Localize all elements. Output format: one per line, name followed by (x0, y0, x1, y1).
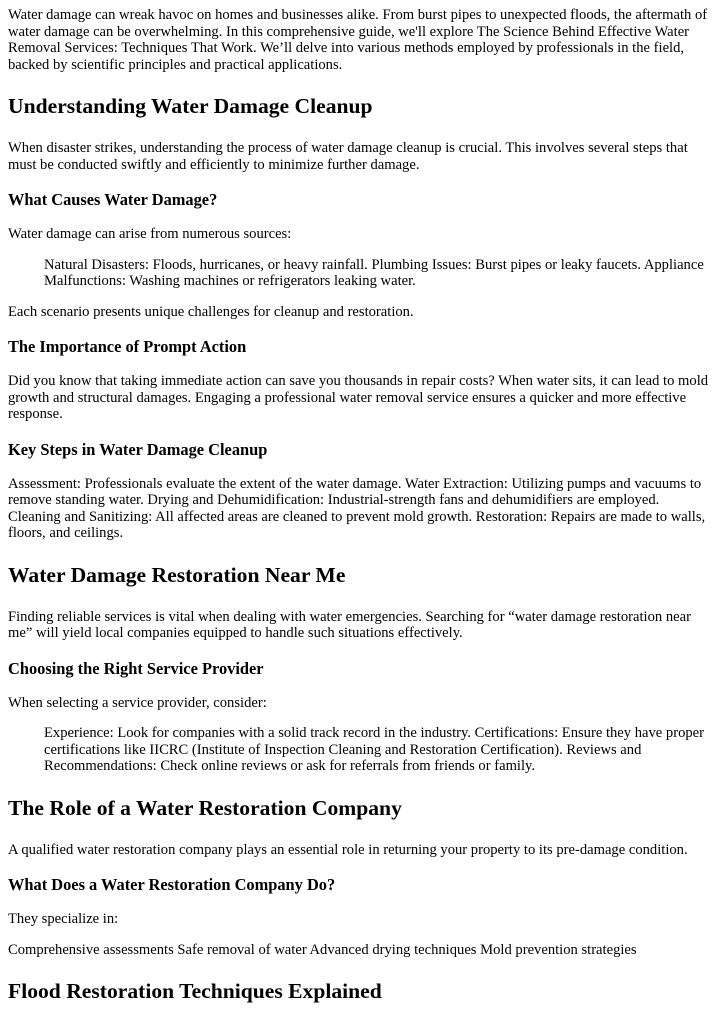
paragraph-causes-after: Each scenario presents unique challenges for cleanup and restoration. (8, 303, 414, 320)
quote-provider-criteria: Experience: Look for companies with a solid track record in the industry. Certifications: Ensure they have proper certifications like IICRC (Institute of Inspection Cleaning and Restoration Certification). Reviews and Recommendations: Check online reviews or ask for referrals from friends or family. (44, 725, 705, 774)
paragraph-near-me: Finding reliable services is vital when dealing with water emergencies. Searching for “water damage restoration near me” will yield local companies equipped to handle such situations effectively. (8, 608, 691, 641)
paragraph-specialize-lead: They specialize in: (8, 911, 119, 927)
paragraph-specialize-list: Comprehensive assessments Safe removal of water Advanced drying techniques Mold prevention strategies (8, 941, 637, 958)
heading-importance-of-prompt-action: The Importance of Prompt Action (8, 337, 247, 356)
heading-role-of-water-restoration-company: The Role of a Water Restoration Company (8, 795, 402, 820)
paragraph-key-steps: Assessment: Professionals evaluate the extent of the water damage. Water Extraction: Utilizing pumps and vacuums to remove standing water. Drying and Dehumidification: Industrial-strength fans and dehumidifiers are employed. Cleaning and Sanitizing: All affected areas are cleaned to prevent mold growth. Restoration: Repairs are made to walls, floors, and ceilings. (8, 475, 706, 541)
paragraph-prompt-action: Did you know that taking immediate action can save you thousands in repair costs? When water sits, it can lead to mold growth and structural damages. Engaging a professional water removal service ensures a quicker and more effective response. (8, 373, 709, 422)
heading-understanding-water-damage-cleanup: Understanding Water Damage Cleanup (8, 94, 373, 118)
paragraph-provider-lead: When selecting a service provider, consider: (8, 694, 267, 711)
quote-causes-list: Natural Disasters: Floods, hurricanes, or heavy rainfall. Plumbing Issues: Burst pipes or leaky faucets. Appliance Malfunctions: Washing machines or refrigerators leaking water. (44, 256, 704, 289)
intro-paragraph: Water damage can wreak havoc on homes and businesses alike. From burst pipes to unexpected floods, the aftermath of water damage can be overwhelming. In this comprehensive guide, we'll explore The Science Behind Effective Water Removal Services: Techniques That Work. We’ll delve into various methods employed by professionals in the field, backed by scientific principles and practical applications. (8, 7, 708, 73)
heading-choosing-service-provider: Choosing the Right Service Provider (8, 658, 264, 678)
paragraph-causes-lead: Water damage can arise from numerous sources: (8, 226, 292, 242)
heading-flood-restoration-techniques: Flood Restoration Techniques Explained (8, 979, 382, 1003)
heading-water-damage-restoration-near-me: Water Damage Restoration Near Me (8, 562, 346, 587)
paragraph-role: A qualified water restoration company plays an essential role in returning your property to its pre-damage condition. (8, 841, 688, 858)
heading-what-does-company-do: What Does a Water Restoration Company Do? (8, 875, 336, 894)
heading-what-causes-water-damage: What Causes Water Damage? (8, 190, 218, 209)
heading-key-steps-cleanup: Key Steps in Water Damage Cleanup (8, 439, 268, 459)
paragraph-cleanup-intro: When disaster strikes, understanding the process of water damage cleanup is crucial. This involves several steps that must be conducted swiftly and efficiently to minimize further damage. (8, 140, 688, 173)
